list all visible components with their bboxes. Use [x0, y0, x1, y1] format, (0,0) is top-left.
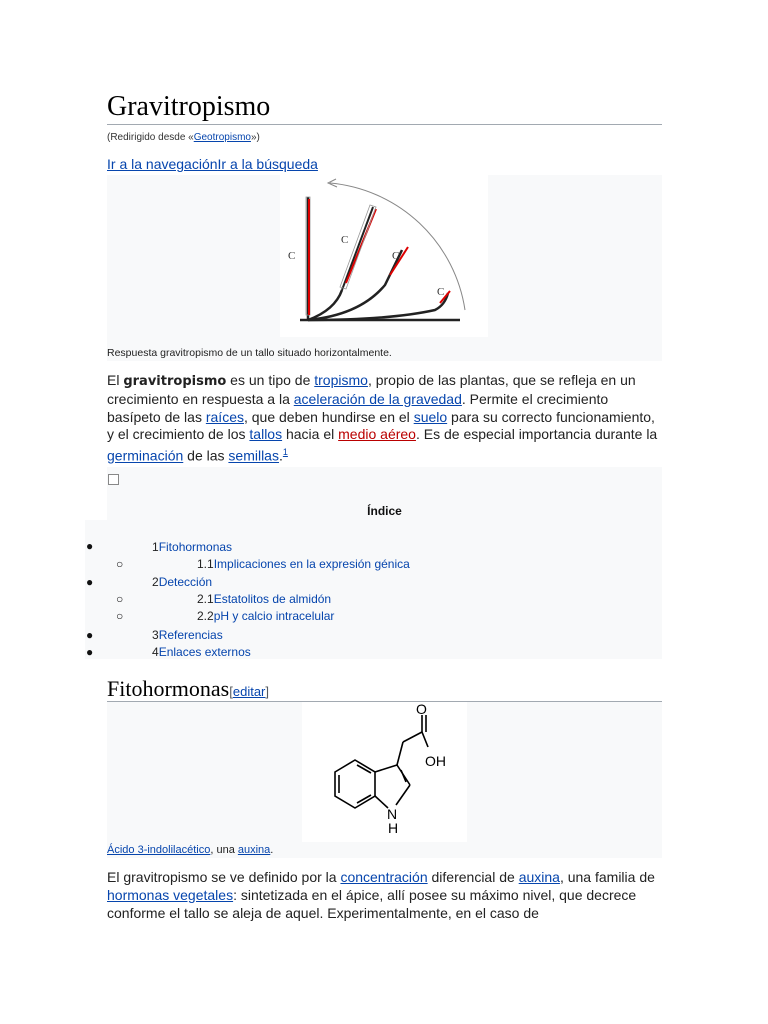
gravitropism-diagram-svg — [280, 175, 488, 337]
toc-item-number: 3 — [152, 628, 159, 642]
section-heading-text: Fitohormonas — [107, 676, 230, 701]
paragraph-text: , una familia de — [559, 869, 655, 885]
intro-text: . Es de especial importancia durante la — [415, 426, 658, 443]
link-auxina[interactable]: auxina — [237, 844, 271, 856]
pyrrole-bond — [396, 785, 410, 805]
link-auxina[interactable]: auxina — [518, 869, 560, 885]
toc-bullet-disc: ● — [86, 628, 94, 642]
edit-bracket-close: ] — [265, 684, 270, 699]
link-suelo[interactable]: suelo — [413, 408, 448, 425]
intro-text: . Permite el crecimiento basípeto de las — [107, 390, 609, 425]
toc-item-number: 2.2 — [197, 609, 214, 623]
atom-hydroxyl: OH — [425, 753, 446, 769]
toc-item-number: 2.1 — [197, 592, 214, 606]
jump-links — [107, 156, 318, 172]
toc-toggle-checkbox[interactable] — [108, 474, 119, 485]
edit-section-link[interactable]: editar — [232, 684, 266, 699]
intro-text: para su correcto funcionamiento, y el crecimiento de los — [107, 408, 655, 443]
side-chain-bond — [397, 742, 403, 765]
toc-item-fitohormonas[interactable] — [152, 540, 232, 554]
side-chain-bond — [403, 732, 422, 742]
intro-text: . — [278, 447, 283, 464]
toc-item-label[interactable]: Detección — [158, 575, 213, 589]
toc-title: Índice — [367, 504, 402, 518]
redirect-notice — [107, 132, 260, 143]
redirect-suffix: ») — [250, 132, 260, 143]
link-concentracion[interactable]: concentración — [340, 869, 428, 885]
link-medio-aereo-missing[interactable]: medio aéreo — [338, 426, 416, 443]
benzene-ring — [335, 760, 375, 808]
toc-item-deteccion[interactable] — [152, 575, 212, 589]
toc-item-number: 1 — [152, 540, 159, 554]
atom-nitrogen: N — [387, 806, 398, 822]
link-aceleracion-gravedad[interactable]: aceleración de la gravedad — [293, 390, 462, 407]
gravitropism-diagram[interactable] — [280, 175, 488, 337]
link-acido-indolilacetico[interactable]: Ácido 3-indolilacético — [107, 844, 211, 856]
link-raices[interactable]: raíces — [205, 408, 244, 425]
toc-item-label[interactable]: Enlaces externos — [158, 645, 251, 659]
section-heading — [107, 676, 269, 702]
toc-item-enlaces-externos[interactable] — [152, 645, 251, 659]
toc-bullet-disc: ● — [86, 575, 94, 589]
intro-text: , que deben hundirse en el — [243, 408, 414, 425]
intro-paragraph — [107, 372, 665, 466]
toc-item-label[interactable]: pH y calcio intracelular — [213, 609, 335, 623]
paragraph-text: diferencial de — [427, 869, 519, 885]
molecule-bonds — [335, 715, 428, 808]
intro-text: , propio de las plantas, que se refleja en un crecimiento en respuesta a la — [107, 372, 636, 407]
label-c4: C — [437, 286, 445, 298]
page-title: Gravitropismo — [107, 91, 271, 122]
toc-bullet-disc: ● — [86, 645, 94, 659]
intro-text: hacia el — [282, 426, 339, 443]
intro-text: de las — [183, 447, 229, 464]
toc-item-label[interactable]: Referencias — [158, 628, 223, 642]
redirect-link[interactable]: Geotropismo — [193, 132, 251, 143]
link-tallos[interactable]: tallos — [249, 426, 283, 443]
label-c2: C — [341, 234, 349, 246]
toc-item-number: 2 — [152, 575, 159, 589]
toc-item-label[interactable]: Implicaciones en la expresión génica — [213, 557, 410, 571]
rotation-arc — [330, 183, 465, 310]
toc-bullet-circle: ○ — [116, 609, 124, 623]
paragraph-text: : sintetizada en el ápice, allí posee su máximo nivel, que decrece conforme el tallo se aleja de aquel. Experimentalmente, en el caso de — [107, 887, 637, 921]
stem-2 — [342, 207, 373, 290]
toc-item-label[interactable]: Fitohormonas — [158, 540, 233, 554]
link-tropismo[interactable]: tropismo — [314, 372, 368, 388]
intro-text: El — [107, 372, 124, 388]
toc-item-ph-calcio[interactable] — [197, 609, 334, 623]
toc-bullet-circle: ○ — [116, 557, 124, 571]
figure-caption: Respuesta gravitropismo de un tallo situado horizontalmente. — [107, 347, 392, 359]
label-c1: C — [288, 250, 296, 262]
link-hormonas-vegetales[interactable]: hormonas vegetales — [107, 887, 234, 903]
pyrrole-bond — [375, 765, 397, 772]
caption-text: . — [270, 844, 274, 856]
reference-link[interactable]: 1 — [282, 447, 288, 458]
figure-auxin — [107, 702, 662, 858]
pyrrole-double-bond — [401, 770, 406, 782]
paragraph-text: El gravitropismo se ve definido por la — [107, 869, 341, 885]
title-divider — [107, 124, 662, 125]
jump-to-search-link[interactable]: Ir a la búsqueda — [217, 156, 318, 172]
toc-item-number: 1.1 — [197, 557, 214, 571]
label-c3: C — [392, 250, 400, 262]
toc-item-referencias[interactable] — [152, 628, 223, 642]
figure-caption — [107, 844, 273, 856]
toc-bullet-circle: ○ — [116, 592, 124, 606]
link-semillas[interactable]: semillas — [228, 447, 279, 464]
toc-bullet-disc: ● — [86, 539, 94, 553]
edit-bracket-open: [ — [229, 684, 233, 699]
molecule-svg — [302, 702, 467, 842]
edit-section — [229, 684, 269, 699]
toc-item-number: 4 — [152, 645, 159, 659]
hydroxyl-bond — [422, 732, 428, 747]
caption-text: , una — [210, 844, 238, 856]
intro-text: es un tipo de — [226, 372, 315, 388]
atom-oxygen: O — [416, 702, 427, 717]
toc-item-implicaciones[interactable] — [197, 557, 410, 571]
atom-hydrogen: H — [388, 820, 399, 836]
redirect-prefix: (Redirigido desde « — [107, 132, 194, 143]
indole-acetic-acid-structure[interactable] — [302, 702, 467, 842]
toc-item-estatolitos[interactable] — [197, 592, 331, 606]
figure-gravitropism — [107, 175, 662, 361]
link-germinacion[interactable]: germinación — [107, 447, 184, 464]
jump-to-navigation-link[interactable]: Ir a la navegación — [107, 156, 218, 172]
toc-item-label[interactable]: Estatolitos de almidón — [213, 592, 332, 606]
intro-bold-term: gravitropismo — [123, 374, 227, 389]
body-paragraph — [107, 868, 667, 922]
